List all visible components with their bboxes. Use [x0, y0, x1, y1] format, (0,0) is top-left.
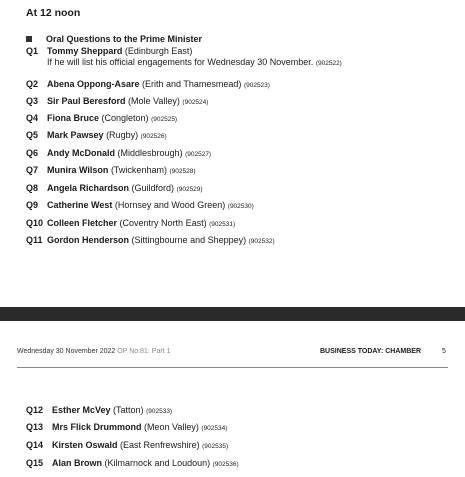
question-ref: (902522)	[315, 60, 342, 67]
question-item	[26, 79, 270, 91]
question-number: Q5	[26, 130, 39, 140]
question-number: Q11	[26, 235, 43, 245]
question-number: Q15	[26, 458, 44, 468]
running-header-title: BUSINESS TODAY: CHAMBER	[320, 348, 421, 355]
question-detail	[26, 57, 342, 69]
header-date: Wednesday 30 November 2022	[17, 348, 116, 355]
member-name: Mrs Flick Drummond	[52, 422, 142, 432]
question-ref: (902525)	[151, 116, 178, 123]
question-number: Q12	[26, 405, 44, 415]
page-number: 5	[442, 348, 446, 355]
question-ref: (902527)	[185, 151, 212, 158]
question-item	[26, 422, 227, 434]
constituency: (Middlesbrough)	[117, 148, 183, 158]
member-name: Tommy Sheppard	[47, 46, 123, 56]
member-name: Kirsten Oswald	[52, 440, 118, 450]
question-ref: (902529)	[176, 186, 203, 193]
member-name: Catherine West	[47, 200, 113, 210]
constituency: (Sittingbourne and Sheppey)	[131, 235, 247, 245]
question-item	[26, 113, 177, 125]
member-name: Fiona Bruce	[47, 113, 100, 123]
constituency: (Kilmarnock and Loudoun)	[104, 458, 211, 468]
member-name: Gordon Henderson	[47, 235, 130, 245]
question-item	[26, 183, 203, 195]
member-name: Colleen Fletcher	[47, 218, 118, 228]
question-number: Q2	[26, 79, 39, 89]
question-number: Q4	[26, 113, 39, 123]
constituency: (Tatton)	[113, 405, 144, 415]
question-ref: (902528)	[169, 168, 196, 175]
question-number: Q9	[26, 200, 39, 210]
question-item	[26, 46, 342, 69]
question-ref: (902534)	[201, 425, 228, 432]
page-break	[0, 307, 465, 321]
section-title: Oral Questions to the Prime Minister	[46, 34, 203, 44]
question-item	[26, 200, 254, 212]
constituency: (Mole Valley)	[128, 96, 180, 106]
question-item	[26, 405, 172, 417]
question-item	[26, 148, 211, 160]
question-ref: (902531)	[209, 221, 236, 228]
question-number: Q8	[26, 183, 39, 193]
member-name: Esther McVey	[52, 405, 111, 415]
constituency: (Congleton)	[101, 113, 149, 123]
question-ref: (902526)	[140, 133, 167, 140]
member-name: Mark Pawsey	[47, 130, 104, 140]
constituency: (East Renfrewshire)	[120, 440, 200, 450]
question-item	[26, 165, 196, 177]
question-ref: (902523)	[243, 82, 270, 89]
question-number: Q10	[26, 218, 44, 228]
member-name: Alan Brown	[52, 458, 103, 468]
constituency: (Meon Valley)	[144, 422, 199, 432]
question-ref: (902536)	[212, 461, 239, 468]
question-item	[26, 235, 275, 247]
question-item	[26, 440, 228, 452]
question-number: Q7	[26, 165, 39, 175]
member-name: Abena Oppong-Asare	[47, 79, 140, 89]
question-ref: (902532)	[248, 238, 275, 245]
square-bullet-icon	[26, 36, 32, 42]
question-number: Q13	[26, 422, 44, 432]
member-name: Sir Paul Beresford	[47, 96, 126, 106]
question-item	[26, 218, 235, 230]
question-number: Q1	[26, 46, 39, 56]
member-name: Munira Wilson	[47, 165, 109, 175]
question-item	[26, 96, 208, 108]
question-item	[26, 458, 239, 470]
question-ref: (902524)	[182, 99, 209, 106]
constituency: (Rugby)	[106, 130, 139, 140]
section-header	[26, 34, 202, 44]
constituency: (Erith and Thamesmead)	[142, 79, 242, 89]
question-item	[26, 130, 167, 142]
question-number: Q14	[26, 440, 44, 450]
header-op: OP No.81: Part 1	[117, 348, 171, 355]
question-number: Q6	[26, 148, 39, 158]
order-paper-page-2	[0, 321, 465, 477]
constituency: (Hornsey and Wood Green)	[114, 200, 226, 210]
question-number: Q3	[26, 96, 39, 106]
question-ref: (902533)	[146, 408, 173, 415]
question-ref: (902530)	[227, 203, 254, 210]
question-text: If he will list his official engagements for Wednesday 30 November.	[47, 57, 314, 67]
constituency: (Guildford)	[131, 183, 175, 193]
constituency: (Twickenham)	[110, 165, 167, 175]
constituency: (Coventry North East)	[119, 218, 207, 228]
running-header-left	[17, 348, 170, 355]
header-rule	[17, 367, 448, 368]
member-name: Andy McDonald	[47, 148, 116, 158]
time-heading: At 12 noon	[26, 7, 81, 19]
constituency: (Edinburgh East)	[124, 46, 193, 56]
member-name: Angela Richardson	[47, 183, 130, 193]
question-ref: (902535)	[202, 443, 229, 450]
